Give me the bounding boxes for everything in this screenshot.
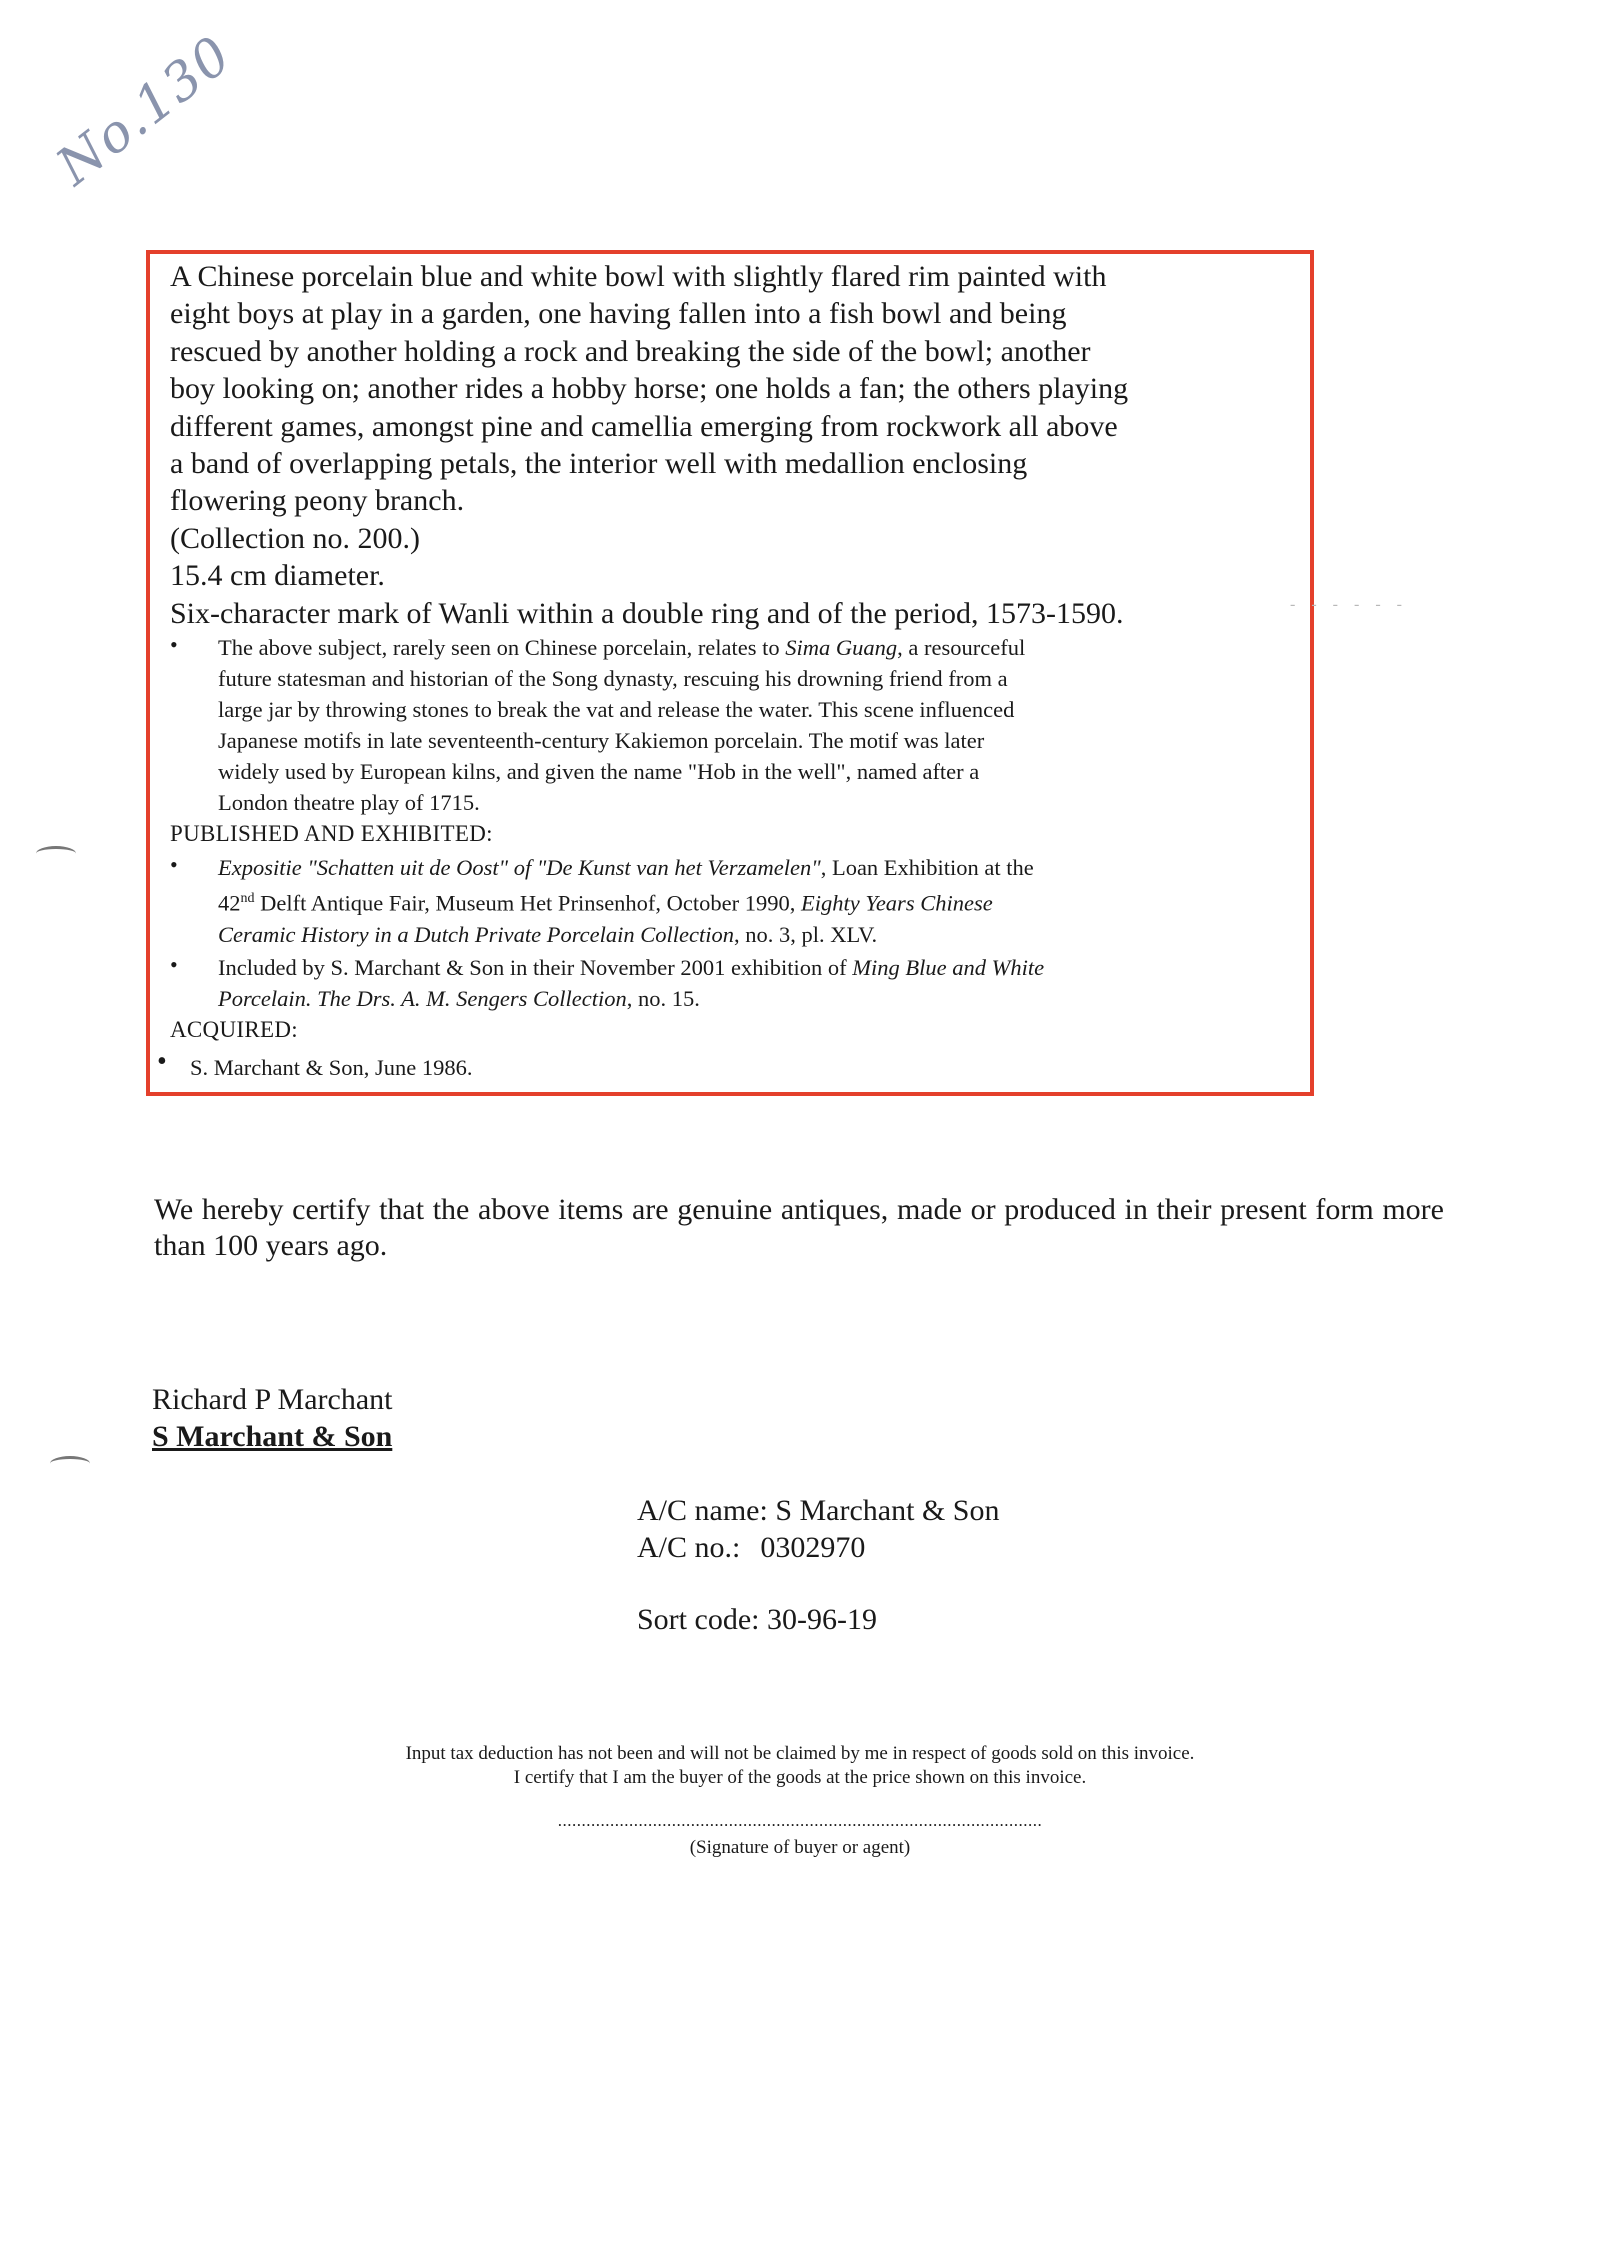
description-line: A Chinese porcelain blue and white bowl with slightly flared rim painted with — [170, 260, 1107, 293]
diameter: 15.4 cm diameter. — [170, 559, 385, 593]
description-line: rescued by another holding a rock and breaking the side of the bowl; another — [170, 334, 1091, 368]
handwritten-note: No.130 — [46, 24, 244, 198]
description-line: eight boys at play in a garden, one having fallen into a fish bowl and being — [170, 297, 1067, 331]
item-description — [157, 258, 1300, 1083]
signature-line: ...................................................................................................... — [557, 1811, 1043, 1830]
tax-declaration: Input tax deduction has not been and will not be claimed by me in respect of goods sold on this invoice. I certify that I am the buyer of the goods at the price shown on this invoice. — [405, 1743, 1195, 1788]
scan-mark — [50, 1456, 90, 1471]
reign-mark: Six-character mark of Wanli within a double ring and of the period, 1573-1590. — [170, 596, 1124, 630]
acquired-heading: ACQUIRED: — [170, 1016, 298, 1042]
sort-code-row: Sort code: 30-96-19 — [637, 1603, 877, 1636]
account-number-row: A/C no.: 0302970 — [637, 1531, 866, 1564]
scan-mark — [36, 846, 76, 861]
acquired-item: • S. Marchant & Son, June 1986. — [157, 1045, 473, 1080]
description-line: different games, amongst pine and camellia emerging from rockwork all above — [170, 409, 1118, 443]
margin-mark: - - - - - - — [1290, 596, 1408, 613]
bullet-icon: • — [170, 951, 178, 977]
publication-item: • Expositie "Schatten uit de Oost" of "De Kunst van het Verzamelen", Loan Exhibition at the 42nd Delft Antique Fair, Museum Het Prinsenhof, October 1990, Eighty Years Chinese Ceramic History in a Dutch Private Porcelain Collection, no. 3, pl. XLV. — [170, 852, 1034, 947]
bullet-icon: • — [170, 852, 178, 878]
description-line: flowering peony branch. — [170, 484, 465, 518]
signer-name: Richard P Marchant — [152, 1383, 393, 1416]
bullet-icon: • — [170, 632, 178, 658]
description-line: boy looking on; another rides a hobby horse; one holds a fan; the others playing — [170, 372, 1129, 406]
description-line: a band of overlapping petals, the interior well with medallion enclosing — [170, 447, 1028, 481]
subject-note: • The above subject, rarely seen on Chinese porcelain, relates to Sima Guang, a resourceful future statesman and historian of the Song dynasty, rescuing his drowning friend from a large jar by throwing stones to break the vat and release the water. This scene influenced Japanese motifs in late seventeenth-century Kakiemon porcelain. The motif was later widely used by European kilns, and given the name "Hob in the well", named after a London theatre play of 1715. — [170, 632, 1026, 816]
certification-text: We hereby certify that the above items are genuine antiques, made or produced in their present form more than 100 years ago. — [154, 1193, 1444, 1262]
signature-label: (Signature of buyer or agent) — [689, 1837, 911, 1858]
bank-details — [637, 1492, 999, 1638]
collection-number: (Collection no. 200.) — [170, 521, 420, 555]
firm-name: S Marchant & Son — [152, 1420, 393, 1453]
published-heading: PUBLISHED AND EXHIBITED: — [170, 821, 493, 847]
signer-block — [152, 1381, 392, 1455]
bullet-icon: • — [157, 1045, 167, 1077]
publication-item: • Included by S. Marchant & Son in their November 2001 exhibition of Ming Blue and White Porcelain. The Drs. A. M. Sengers Collection, no. 15. — [170, 951, 1045, 1011]
account-name-row: A/C name: S Marchant & Son — [637, 1494, 1000, 1527]
